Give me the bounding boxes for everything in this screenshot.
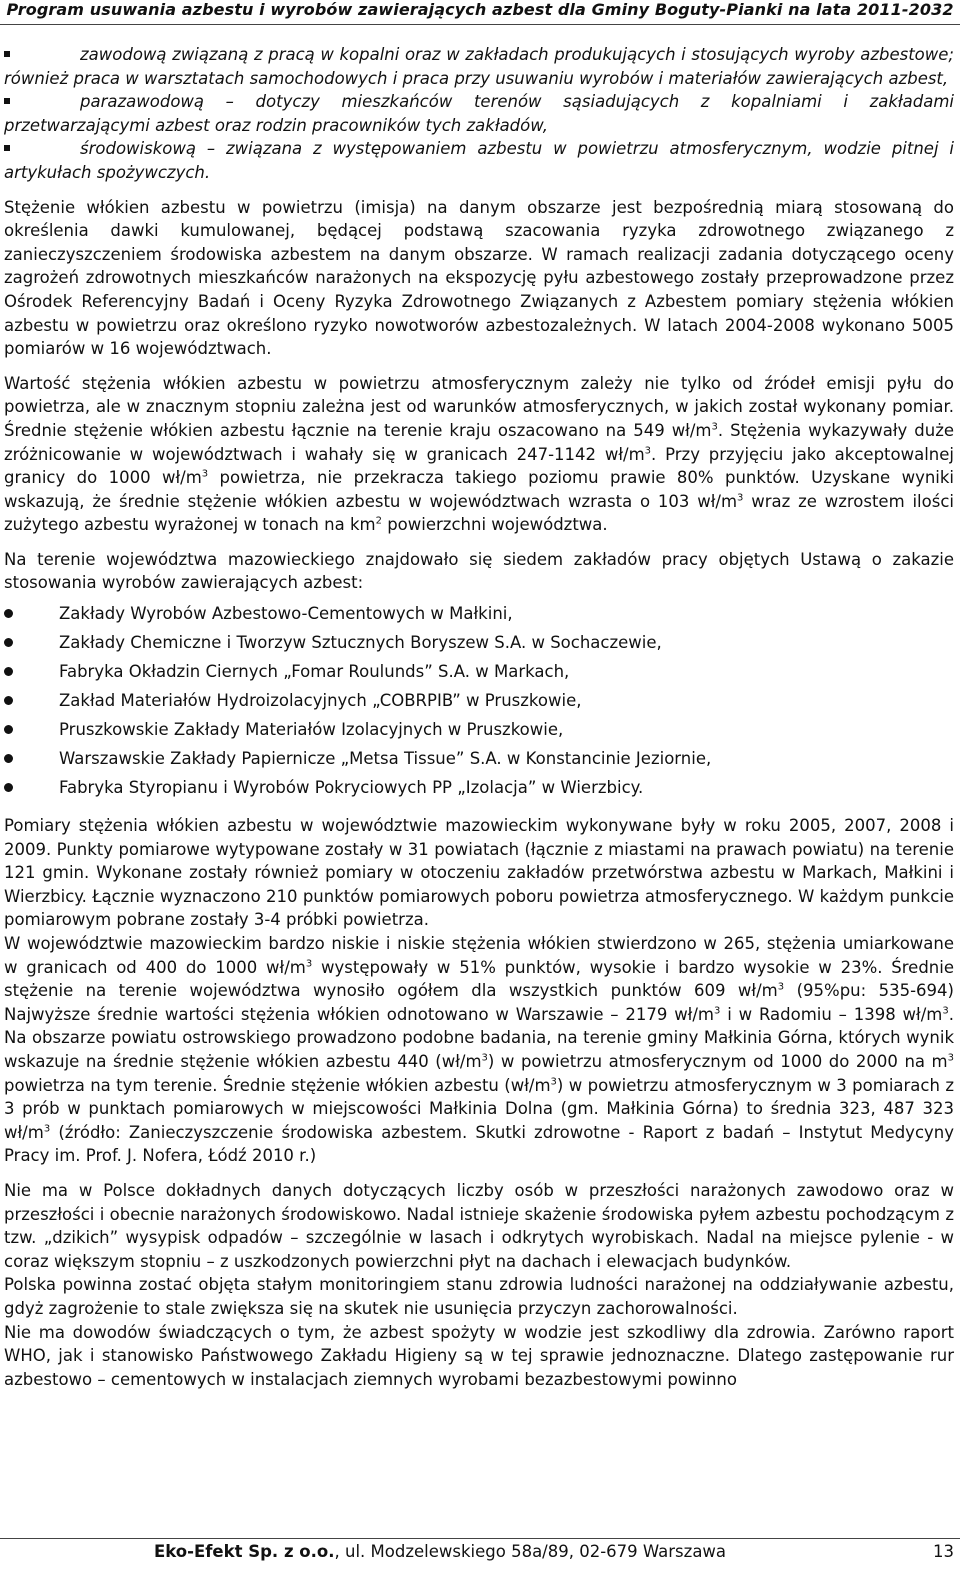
- exposure-type-list: [4, 43, 954, 185]
- document-body: [4, 43, 954, 1391]
- paragraph-monitoring: Polska powinna zostać objęta stałym monitoringiem stanu zdrowia ludności narażonej na oddziaływanie azbestu, gdyż zagrożenie to stale zwiększa się na skutek nie usunięcia przyczyn zachorowalności.: [4, 1275, 954, 1318]
- square-bullet-icon: [4, 51, 10, 57]
- header-divider: [0, 24, 960, 25]
- list-item: Zakłady Wyrobów Azbestowo-Cementowych w Małkini,: [4, 599, 954, 628]
- footer-divider: [0, 1538, 960, 1539]
- bullet-icon: [4, 754, 13, 763]
- footer-company: Eko-Efekt Sp. z o.o.: [154, 1542, 335, 1561]
- paragraph-imisja: Stężenie włókien azbestu w powietrzu (imisja) na danym obszarze jest bezpośrednią miarą stosowaną do określenia dawki kumulowanej, będącej podstawą szacowania ryzyka zdrowotnego związanego z zanieczyszczeniem środowiska azbestem na danym obszarze. W ramach realizacji zadania dotyczącego oceny zagrożeń zdrowotnych mieszkańców narażonych na ekspozycję pyłu azbestowego zostały przeprowadzone przez Ośrodek Referencyjny Badań i Oceny Ryzyka Zdrowotnego Związanych z Azbestem pomiary stężenia włókien azbestu w powietrzu oraz określono ryzyko nowotworów azbestozależnych. W latach 2004-2008 wykonano 5005 pomiarów w 16 województwach.: [4, 197, 954, 359]
- bullet-icon: [4, 609, 13, 618]
- square-bullet-icon: [4, 98, 10, 104]
- paragraph-plants-intro: Na terenie województwa mazowieckiego znajdowało się siedem zakładów pracy objętych Ustawą o zakazie stosowania wyrobów zawierających azbest:: [4, 549, 954, 593]
- list-item: Warszawskie Zakłady Papiernicze „Metsa Tissue” S.A. w Konstancinie Jeziornie,: [4, 744, 954, 773]
- list-item: zawodową związaną z pracą w kopalni oraz w zakładach produkujących i stosujących wyroby azbestowe; również praca w warsztatach samochodowych i praca przy usuwaniu wyrobów i materiałów zawierających azbest,: [4, 45, 954, 88]
- bullet-icon: [4, 638, 13, 647]
- bullet-icon: [4, 725, 13, 734]
- list-item: Zakład Materiałów Hydroizolacyjnych „COBRPIB” w Pruszkowie,: [4, 686, 954, 715]
- paragraph-mazowieckie-measurements: Pomiary stężenia włókien azbestu w województwie mazowieckim wykonywane były w roku 2005, 2007, 2008 i 2009. Punkty pomiarowe wytypowane zostały w 31 powiatach (łącznie z miastami na prawach powiatu) na terenie 121 gmin. Wykonane zostały również pomiary w otoczeniu zakładów przetwórstwa azbestu w Markach, Małkini i Wierzbicy. Łącznie wyznaczono 210 punktów pomiarowych poboru powietrza atmosferycznego. W każdym punkcie pomiarowym pobrane zostały 3-4 próbki powietrza.: [4, 816, 954, 930]
- plants-list: [4, 599, 954, 802]
- list-item: Fabryka Styropianu i Wyrobów Pokryciowych PP „Izolacja” w Wierzbicy.: [4, 773, 954, 802]
- square-bullet-icon: [4, 145, 10, 151]
- footer-address: , ul. Modzelewskiego 58a/89, 02-679 Warszawa: [334, 1542, 727, 1561]
- paragraph-concentration: Wartość stężenia włókien azbestu w powietrzu atmosferycznym zależy nie tylko od źródeł emisji pyłu do powietrza, ale w znacznym stopniu zależna jest od warunków atmosferycznych, w jakich został wykonany pomiar. Średnie stężenie włókien azbestu łącznie na terenie kraju oszacowano na 549 $wł/m^3$. Stężenia wykazywały duże zróżnicowanie w województwach i wahały się w granicach 247-1142 $wł/m^3$. Przy przyjęciu jako akceptowalnej granicy do 1000 $wł/m^3$ powietrza, nie przekracza takiego poziomu prawie 80% punktów. Uzyskane wyniki wskazują, że średnie stężenie włókien azbestu w województwach wzrasta o 103 $wł/m^3$ wraz ze wzrostem ilości zużytego azbestu wyrażonej w tonach na $km^2$ powierzchni województwa.: [4, 373, 955, 535]
- bullet-icon: [4, 667, 13, 676]
- list-item: parazawodową – dotyczy mieszkańców terenów sąsiadujących z kopalniami i zakładami przetwarzającymi azbest oraz rodzin pracowników tych zakładów,: [4, 92, 954, 135]
- page-footer: [154, 1542, 727, 1561]
- page-header: Program usuwania azbestu i wyrobów zawierających azbest dla Gminy Boguty-Pianki na lata 2011-2032: [6, 0, 954, 19]
- page-number: 13: [933, 1542, 954, 1561]
- paragraph-water: Nie ma dowodów świadczących o tym, że azbest spożyty w wodzie jest szkodliwy dla zdrowia. Zarówno raport WHO, jak i stanowisko Państwowego Zakładu Higieny są w tej sprawie jednoznaczne. Dlatego zastępowanie rur azbestowo – cementowych w instalacjach ziemnych wyrobami bezazbestowymi powinno: [4, 1322, 954, 1389]
- paragraph-no-data: Nie ma w Polsce dokładnych danych dotyczących liczby osób w przeszłości narażonych zawodowo oraz w przeszłości i obecnie narażonych środowiskowo. Nadal istnieje skażenie środowiska pyłem azbestu pochodzącym z tzw. „dzikich” wysypisk odpadów – szczególnie w lasach i odkrytych wyrobiskach. Nadal na miejsce pylenie - w coraz większym stopniu – z uszkodzonych powierzchni płyt na dachach i elewacjach budynków.: [4, 1180, 954, 1271]
- list-item: Zakłady Chemiczne i Tworzyw Sztucznych Boryszew S.A. w Sochaczewie,: [4, 628, 954, 657]
- list-item: środowiskową – związana z występowaniem azbestu w powietrzu atmosferycznym, wodzie pitnej i artykułach spożywczych.: [4, 139, 954, 182]
- list-item: Fabryka Okładzin Ciernych „Fomar Roulunds” S.A. w Markach,: [4, 657, 954, 686]
- bullet-icon: [4, 783, 13, 792]
- paragraph-mazowieckie-results: W województwie mazowieckim bardzo niskie i niskie stężenia włókien stwierdzono w 265, stężenia umiarkowane w granicach od 400 do 1000 $wł/m^3$ występowały w 51% punktów, wysokie i bardzo wysokie w 23%. Średnie stężenie na terenie województwa wynosiło ogółem dla wszystkich punktów 609 $wł/m^3$ (95%pu: 535-694) Najwyższe średnie wartości stężenia włókien odnotowano w Warszawie – 2179 $wł/m^3$ i w Radomiu – 1398 $wł/m^3$. Na obszarze powiatu ostrowskiego prowadzono podobne badania, na terenie gminy Małkinia Górna, których wynik wskazuje na średnie stężenie włókien azbestu 440 $(wł/m^3)$ w powietrzu atmosferycznym od 1000 do 2000 na $m^3$ powietrza na tym terenie. Średnie stężenie włókien azbestu $(wł/m^3)$ w powietrzu atmosferycznym w 3 pomiarach z 3 prób w punktach pomiarowych w miejscowości Małkinia Dolna (gm. Małkinia Górna) to średnia 323, 487 323 $wł/m^3$ (źródło: Zanieczyszczenie środowiska azbestem. Skutki zdrowotne - Raport z badań – Instytut Medycyny Pracy im. Prof. J. Nofera, Łódź 2010 r.): [4, 934, 955, 1166]
- bullet-icon: [4, 696, 13, 705]
- list-item: Pruszkowskie Zakłady Materiałów Izolacyjnych w Pruszkowie,: [4, 715, 954, 744]
